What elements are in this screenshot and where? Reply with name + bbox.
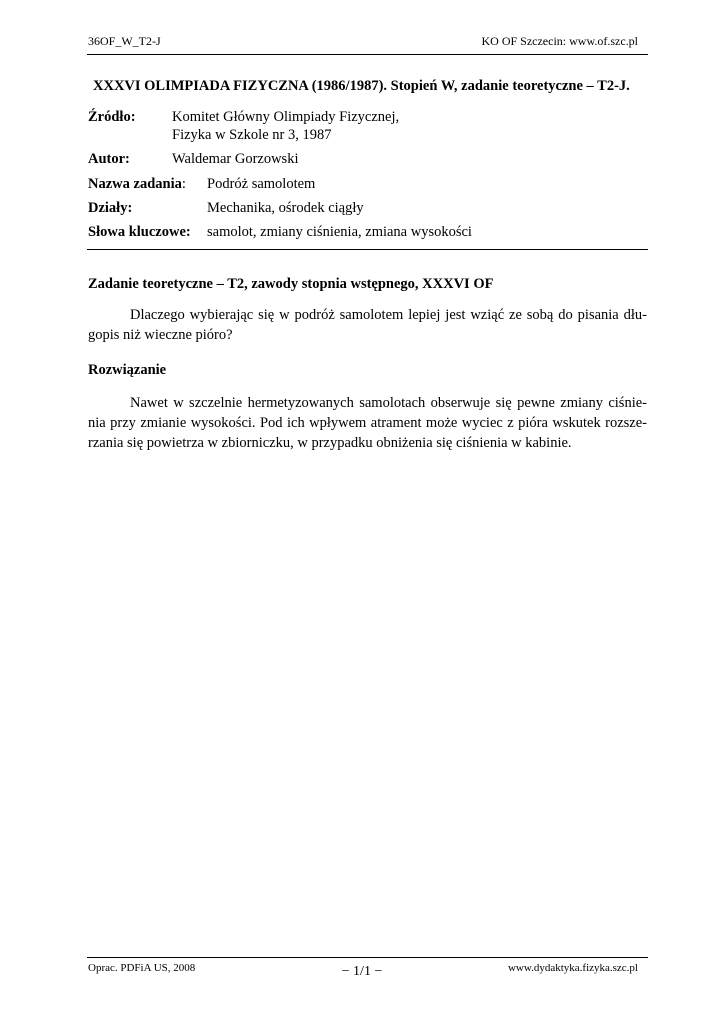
solution-heading: Rozwiązanie: [88, 362, 167, 378]
sections-label: Działy:: [88, 200, 133, 216]
footer-credit: Oprac. PDFiA US, 2008: [88, 962, 196, 974]
source-label: Źródło:: [88, 109, 136, 125]
task-name-label: Nazwa zadania: [88, 176, 182, 192]
header-file-id: 36OF_W_T2-J: [88, 34, 161, 48]
header-divider: [87, 54, 648, 55]
page-title: XXXVI OLIMPIADA FIZYCZNA (1986/1987). Stopień W, zadanie teoretyczne – T2-J.: [93, 78, 630, 94]
task-name-label-row: [88, 176, 186, 193]
author-label: Autor:: [88, 151, 130, 167]
source-line-1: Komitet Główny Olimpiady Fizycznej,: [172, 109, 400, 125]
footer-divider: [87, 957, 648, 958]
task-question: [88, 305, 647, 345]
page-number: − 1/1 −: [341, 964, 383, 979]
sections-value: Mechanika, ośrodek ciągły: [207, 200, 364, 216]
task-name-colon: :: [181, 176, 186, 192]
keywords-value: samolot, zmiany ciśnienia, zmiana wysokości: [207, 224, 472, 240]
task-question-line-1: Dlaczego wybierając się w podróż samolotem lepiej jest wziąć ze sobą do pisania dłu-: [130, 307, 647, 323]
solution-line-1: Nawet w szczelnie hermetyzowanych samolotach obserwuje się pewne zmiany ciśnie-: [130, 395, 647, 411]
task-question-line-2: gopis niż wieczne pióro?: [88, 327, 233, 343]
keywords-label: Słowa kluczowe:: [88, 224, 191, 240]
task-name: Podróż samolotem: [207, 176, 316, 192]
footer-website: www.dydaktyka.fizyka.szc.pl: [507, 962, 638, 974]
solution-line-2: nia przy zmianie wysokości. Pod ich wpływem atrament może wyciec z pióra wskutek rozsze-: [88, 415, 647, 431]
task-heading: Zadanie teoretyczne – T2, zawody stopnia wstępnego, XXXVI OF: [88, 276, 494, 292]
header-website: KO OF Szczecin: www.of.szc.pl: [481, 34, 638, 48]
source-line-2: Fizyka w Szkole nr 3, 1987: [172, 127, 332, 143]
solution-line-3: rzania się powietrza w zbiorniczku, w przypadku obniżenia się ciśnienia w kabinie.: [88, 435, 572, 451]
author-name: Waldemar Gorzowski: [172, 151, 299, 167]
metadata-divider: [87, 249, 648, 250]
solution-text: [88, 393, 647, 453]
